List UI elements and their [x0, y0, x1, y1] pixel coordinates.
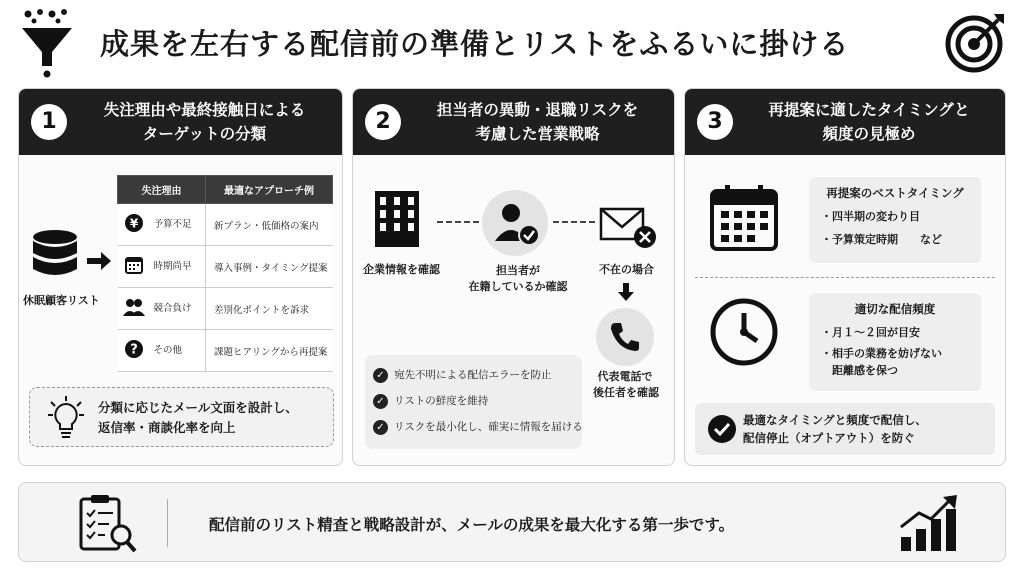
timing-note-text: 最適なタイミングと頻度で配信し、 配信停止（オプトアウト）を防ぐ	[743, 413, 927, 445]
svg-text:?: ?	[129, 342, 138, 358]
check-icon: ✓	[373, 420, 388, 435]
arrow-down-icon	[618, 283, 634, 301]
svg-text:¥: ¥	[129, 216, 138, 231]
table-cell-approach: 導入事例・タイミング提案	[206, 246, 333, 288]
list-item: ・四半期の変わり目	[821, 210, 920, 223]
clock-icon	[709, 297, 779, 367]
panel-2	[352, 88, 675, 466]
best-timing-box	[809, 177, 981, 263]
calendar-icon	[122, 255, 146, 278]
panel-3-number: 3	[697, 104, 733, 140]
dashed-connector	[553, 221, 595, 223]
table-cell-approach: 差別化ポイントを訴求	[206, 288, 333, 330]
dormant-customer-list-label: 休眠顧客リスト	[23, 294, 100, 307]
table-row	[118, 246, 333, 288]
phone-label: 代表電話で 後任者を確認	[593, 370, 659, 399]
tip-text: 分類に応じたメール文面を設計し、 返信率・商談化率を向上	[98, 400, 298, 435]
table-cell-approach: 課題ヒアリングから再提案	[206, 330, 333, 372]
calendar-icon	[709, 183, 779, 253]
mail-x-icon	[599, 207, 659, 251]
list-item: 距離感を保つ	[821, 364, 898, 377]
tip-box	[29, 387, 334, 447]
frequency-title: 適切な配信頻度	[854, 302, 936, 316]
target-icon	[944, 10, 1008, 74]
table-cell-approach: 新プラン・低価格の案内	[206, 204, 333, 246]
check-icon: ✓	[373, 394, 388, 409]
person-check-label: 担当者が 在籍しているか確認	[468, 264, 568, 293]
panel-1-title-line1: 失注理由や最終接触日による	[103, 101, 306, 119]
timing-note	[695, 403, 995, 455]
person-check-icon	[481, 189, 549, 257]
lost-reason-table	[117, 175, 333, 372]
best-timing-title: 再提案のベストタイミング	[826, 186, 964, 200]
footer-divider	[167, 499, 168, 547]
building-icon	[369, 189, 425, 247]
footer-text: 配信前のリスト精査と戦略設計が、メールの成果を最大化する第一歩です。	[209, 516, 735, 534]
panel-2-header	[353, 89, 674, 155]
table-row	[118, 330, 333, 372]
lightbulb-icon	[48, 396, 84, 440]
panel-2-title: 担当者の異動・退職リスクを 考慮した営業戦略	[436, 101, 639, 143]
absent-case-label: 不在の場合	[599, 263, 654, 276]
table-header-row	[118, 176, 333, 204]
table-cell-reason: 競合負け	[118, 288, 206, 330]
question-icon	[122, 339, 146, 362]
table-cell-reason: 時期尚早	[118, 246, 206, 288]
company-info-label: 企業情報を確認	[363, 263, 440, 276]
arrow-right-icon	[87, 251, 111, 271]
list-item: ・月１～２回が目安	[821, 326, 920, 339]
phone-icon	[595, 307, 655, 367]
table-header-approach: 最適なアプローチ例	[206, 176, 333, 204]
yen-icon	[122, 213, 146, 236]
divider	[695, 277, 995, 278]
dashed-connector	[437, 221, 479, 223]
panel-1	[18, 88, 343, 466]
panel-3	[684, 88, 1006, 466]
table-row	[118, 288, 333, 330]
people-icon	[122, 297, 146, 320]
list-item: ✓ リスクを最小化し、確実に情報を届ける	[373, 419, 583, 435]
list-item: ・予算策定時期 など	[821, 233, 942, 246]
panel-1-title	[75, 98, 334, 146]
table-cell-reason: ? その他	[118, 330, 206, 372]
panel-3-header	[685, 89, 1005, 155]
list-item: ・相手の業務を妨げない	[821, 347, 942, 360]
header	[0, 0, 1024, 86]
check-icon: ✓	[373, 368, 388, 383]
list-item: ✓ 宛先不明による配信エラーを防止	[373, 367, 552, 383]
footer-banner	[18, 482, 1006, 562]
panel-3-title: 再提案に適したタイミングと 頻度の見極め	[768, 101, 970, 143]
table-header-reason: 失注理由	[118, 176, 206, 204]
panel-2-number: 2	[365, 104, 401, 140]
check-list	[365, 355, 582, 449]
list-item: ✓ リストの鮮度を維持	[373, 393, 488, 409]
growth-chart-icon	[899, 493, 961, 553]
panel-1-header	[19, 89, 342, 155]
table-row	[118, 204, 333, 246]
check-icon	[707, 414, 737, 444]
panel-1-number: 1	[31, 104, 67, 140]
panel-1-title-line2: ターゲットの分類	[142, 125, 267, 143]
table-cell-reason: ¥ 予算不足	[118, 204, 206, 246]
clipboard-search-icon	[77, 493, 141, 555]
funnel-icon	[18, 8, 76, 80]
database-icon	[31, 229, 79, 285]
frequency-box	[809, 293, 981, 391]
page-title: 成果を左右する配信前の準備とリストをふるいに掛ける	[100, 27, 850, 61]
